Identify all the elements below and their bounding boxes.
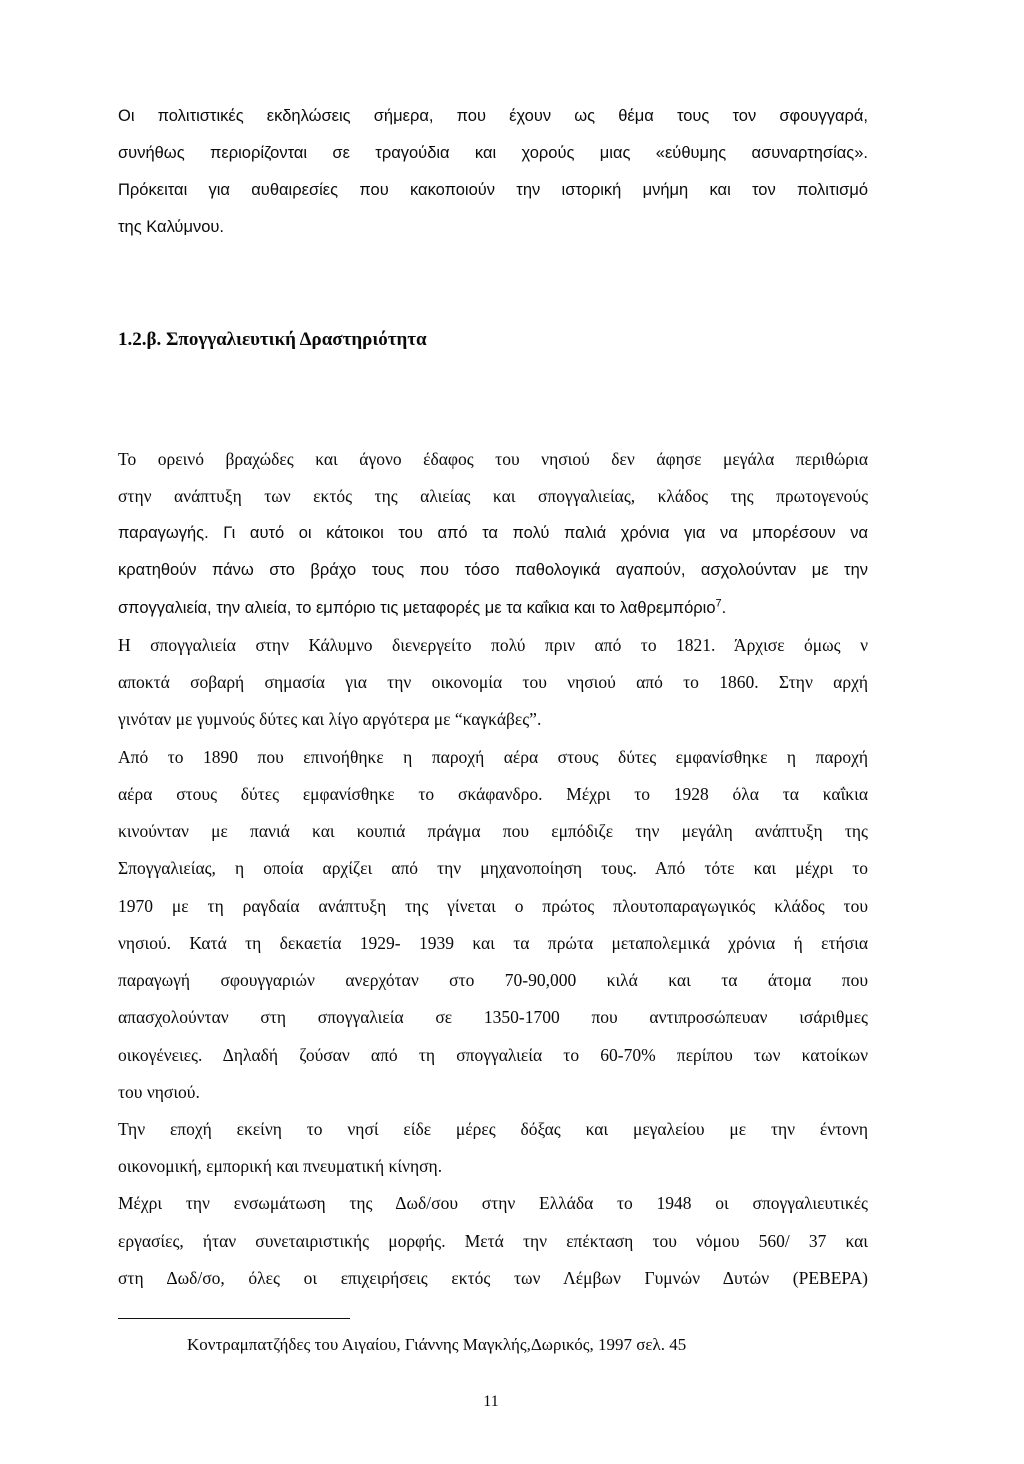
body-line: απασχολούνταν στη σπογγαλιεία σε 1350-1700 που αντιπροσώπευαν ισάριθμες bbox=[118, 1007, 868, 1027]
body-line: κινούνταν με πανιά και κουπιά πράγμα που εμπόδιζε την μεγάλη ανάπτυξη της bbox=[118, 821, 868, 841]
body-line: οικογένειες. Δηλαδή ζούσαν από τη σπογγαλιεία το 60-70% περίπου των κατοίκων bbox=[118, 1045, 868, 1065]
body-line: εργασίες, ήταν συνεταιριστικής μορφής. Μετά την επέκταση του νόμου 560/ 37 και bbox=[118, 1231, 868, 1251]
body-line: παραγωγή σφουγγαριών ανερχόταν στο 70-90,000 κιλά και τα άτομα που bbox=[118, 970, 868, 990]
body-line-text: σπογγαλιεία, την αλιεία, το εμπόριο τις μεταφορές με τα καΐκια και το λαθρεμπόριο bbox=[118, 599, 716, 617]
intro-line: συνήθως περιορίζονται σε τραγούδια και χορούς μιας «εύθυμης ασυναρτησίας». bbox=[118, 144, 868, 162]
intro-line: της Καλύμνου. bbox=[118, 218, 224, 236]
body-line: Η σπογγαλιεία στην Κάλυμνο διενεργείτο πολύ πριν από το 1821. Άρχισε όμως ν bbox=[118, 635, 868, 655]
body-line: κρατηθούν πάνω στο βράχο τους που τόσο παθολογικά αγαπούν, ασχολούνταν με την bbox=[118, 561, 868, 579]
body-line: νησιού. Κατά τη δεκαετία 1929- 1939 και τα πρώτα μεταπολεμικά χρόνια ή ετήσια bbox=[118, 933, 868, 953]
footnote-reference-suffix: . bbox=[721, 599, 727, 617]
body-line: Την εποχή εκείνη το νησί είδε μέρες δόξας και μεγαλείου με την έντονη bbox=[118, 1119, 868, 1139]
body-line: στην ανάπτυξη των εκτός της αλιείας και σπογγαλιείας, κλάδος της πρωτογενούς bbox=[118, 486, 868, 506]
body-line: στη Δωδ/σο, όλες οι επιχειρήσεις εκτός των Λέμβων Γυμνών Δυτών (ΡΕΒΕΡΑ) bbox=[118, 1268, 868, 1288]
intro-line: Πρόκειται για αυθαιρεσίες που κακοποιούν την ιστορική μνήμη και τον πολιτισμό bbox=[118, 181, 868, 199]
section-heading: 1.2.β. Σπογγαλιευτική Δραστηριότητα bbox=[118, 329, 427, 350]
footnote-divider bbox=[118, 1318, 350, 1319]
body-line-with-footnote-ref bbox=[118, 596, 726, 620]
page-number: 11 bbox=[483, 1393, 499, 1410]
body-line: αέρα στους δύτες εμφανίσθηκε το σκάφανδρο. Μέχρι το 1928 όλα τα καΐκια bbox=[118, 784, 868, 804]
body-line: αποκτά σοβαρή σημασία για την οικονομία του νησιού από το 1860. Στην αρχή bbox=[118, 672, 868, 692]
footnote-text: Κοντραμπατζήδες του Αιγαίου, Γιάννης Μαγκλής,Δωρικός, 1997 σελ. 45 bbox=[187, 1335, 687, 1354]
body-line: παραγωγής. Γι αυτό οι κάτοικοι του από τα πολύ παλιά χρόνια για να μπορέσουν να bbox=[118, 524, 868, 542]
body-line: οικονομική, εμπορική και πνευματική κίνηση. bbox=[118, 1156, 443, 1176]
body-line: Το ορεινό βραχώδες και άγονο έδαφος του νησιού δεν άφησε μεγάλα περιθώρια bbox=[118, 449, 868, 469]
body-line: Μέχρι την ενσωμάτωση της Δωδ/σου στην Ελλάδα το 1948 οι σπογγαλιευτικές bbox=[118, 1193, 868, 1213]
intro-line: Οι πολιτιστικές εκδηλώσεις σήμερα, που έχουν ως θέμα τους τον σφουγγαρά, bbox=[118, 107, 868, 125]
body-line: 1970 με τη ραγδαία ανάπτυξη της γίνεται ο πρώτος πλουτοπαραγωγικός κλάδος του bbox=[118, 896, 868, 916]
body-line: γινόταν με γυμνούς δύτες και λίγο αργότερα με “καγκάβες”. bbox=[118, 709, 542, 729]
body-line: του νησιού. bbox=[118, 1082, 200, 1102]
body-line: Σπογγαλιείας, η οποία αρχίζει από την μηχανοποίηση τους. Από τότε και μέχρι το bbox=[118, 858, 868, 878]
footnote-reference: 7 bbox=[715, 597, 722, 610]
body-line: Από το 1890 που επινοήθηκε η παροχή αέρα στους δύτες εμφανίσθηκε η παροχή bbox=[118, 747, 868, 767]
